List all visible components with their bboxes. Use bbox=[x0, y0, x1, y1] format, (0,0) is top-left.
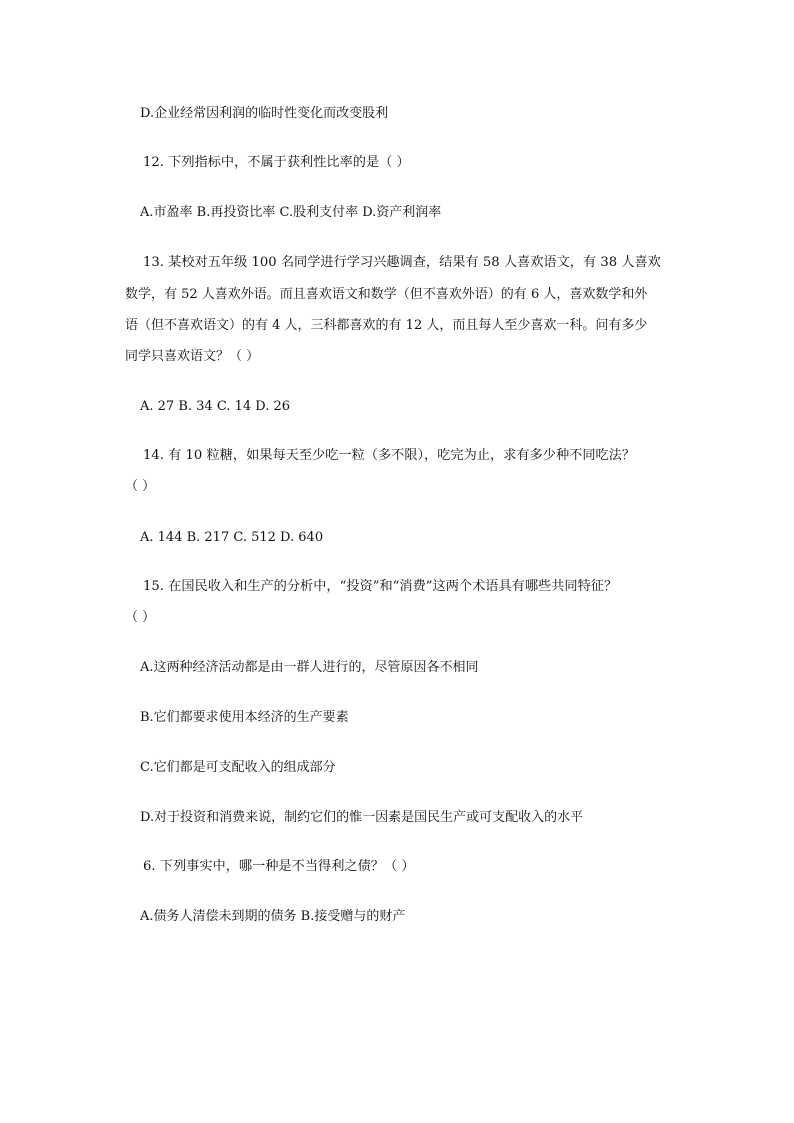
options-q14: A. 144 B. 217 C. 512 D. 640 bbox=[140, 530, 324, 545]
option-q15-a: A.这两种经济活动都是由一群人进行的，尽管原因各不相同 bbox=[140, 660, 479, 675]
question-12-stem: 12. 下列指标中，不属于获利性比率的是（ ） bbox=[143, 155, 410, 170]
option-q15-d: D.对于投资和消费来说，制约它们的惟一因素是国民生产或可支配收入的水平 bbox=[140, 810, 584, 825]
question-13-stem-line-1: 13. 某校对五年级 100 名同学进行学习兴趣调查，结果有 58 人喜欢语文，有 38 人喜欢 bbox=[143, 255, 661, 270]
options-q13: A. 27 B. 34 C. 14 D. 26 bbox=[140, 399, 291, 414]
option-q15-b: B.它们都要求使用本经济的生产要素 bbox=[140, 710, 349, 725]
question-13-stem-line-4: 同学只喜欢语文？（ ） bbox=[125, 349, 260, 364]
options-q12: A.市盈率 B.再投资比率 C.股利支付率 D.资产利润率 bbox=[140, 205, 442, 220]
question-14-stem-line-1: 14. 有 10 粒糖，如果每天至少吃一粒（多不限），吃完为止，求有多少种不同吃法？ bbox=[143, 448, 636, 463]
question-14-stem-line-2: （ ） bbox=[125, 479, 156, 494]
options-q6: A.债务人清偿未到期的债务 B.接受赠与的财产 bbox=[140, 909, 406, 924]
question-15-stem-line-2: （ ） bbox=[125, 610, 156, 625]
option-q15-c: C.它们都是可支配收入的组成部分 bbox=[140, 760, 336, 775]
question-6-stem: 6. 下列事实中，哪一种是不当得利之债？（ ） bbox=[143, 859, 415, 874]
question-15-stem-line-1: 15. 在国民收入和生产的分析中，“投资”和“消费”这两个术语具有哪些共同特征？ bbox=[143, 579, 618, 594]
question-13-stem-line-3: 语（但不喜欢语文）的有 4 人，三科都喜欢的有 12 人，而且每人至少喜欢一科。问有多少 bbox=[125, 318, 648, 333]
option-line-q11-d: D.企业经常因利润的临时性变化而改变股利 bbox=[140, 106, 389, 121]
question-13-stem-line-2: 数学，有 52 人喜欢外语。而且喜欢语文和数学（但不喜欢外语）的有 6 人，喜欢数学和外 bbox=[125, 287, 648, 302]
